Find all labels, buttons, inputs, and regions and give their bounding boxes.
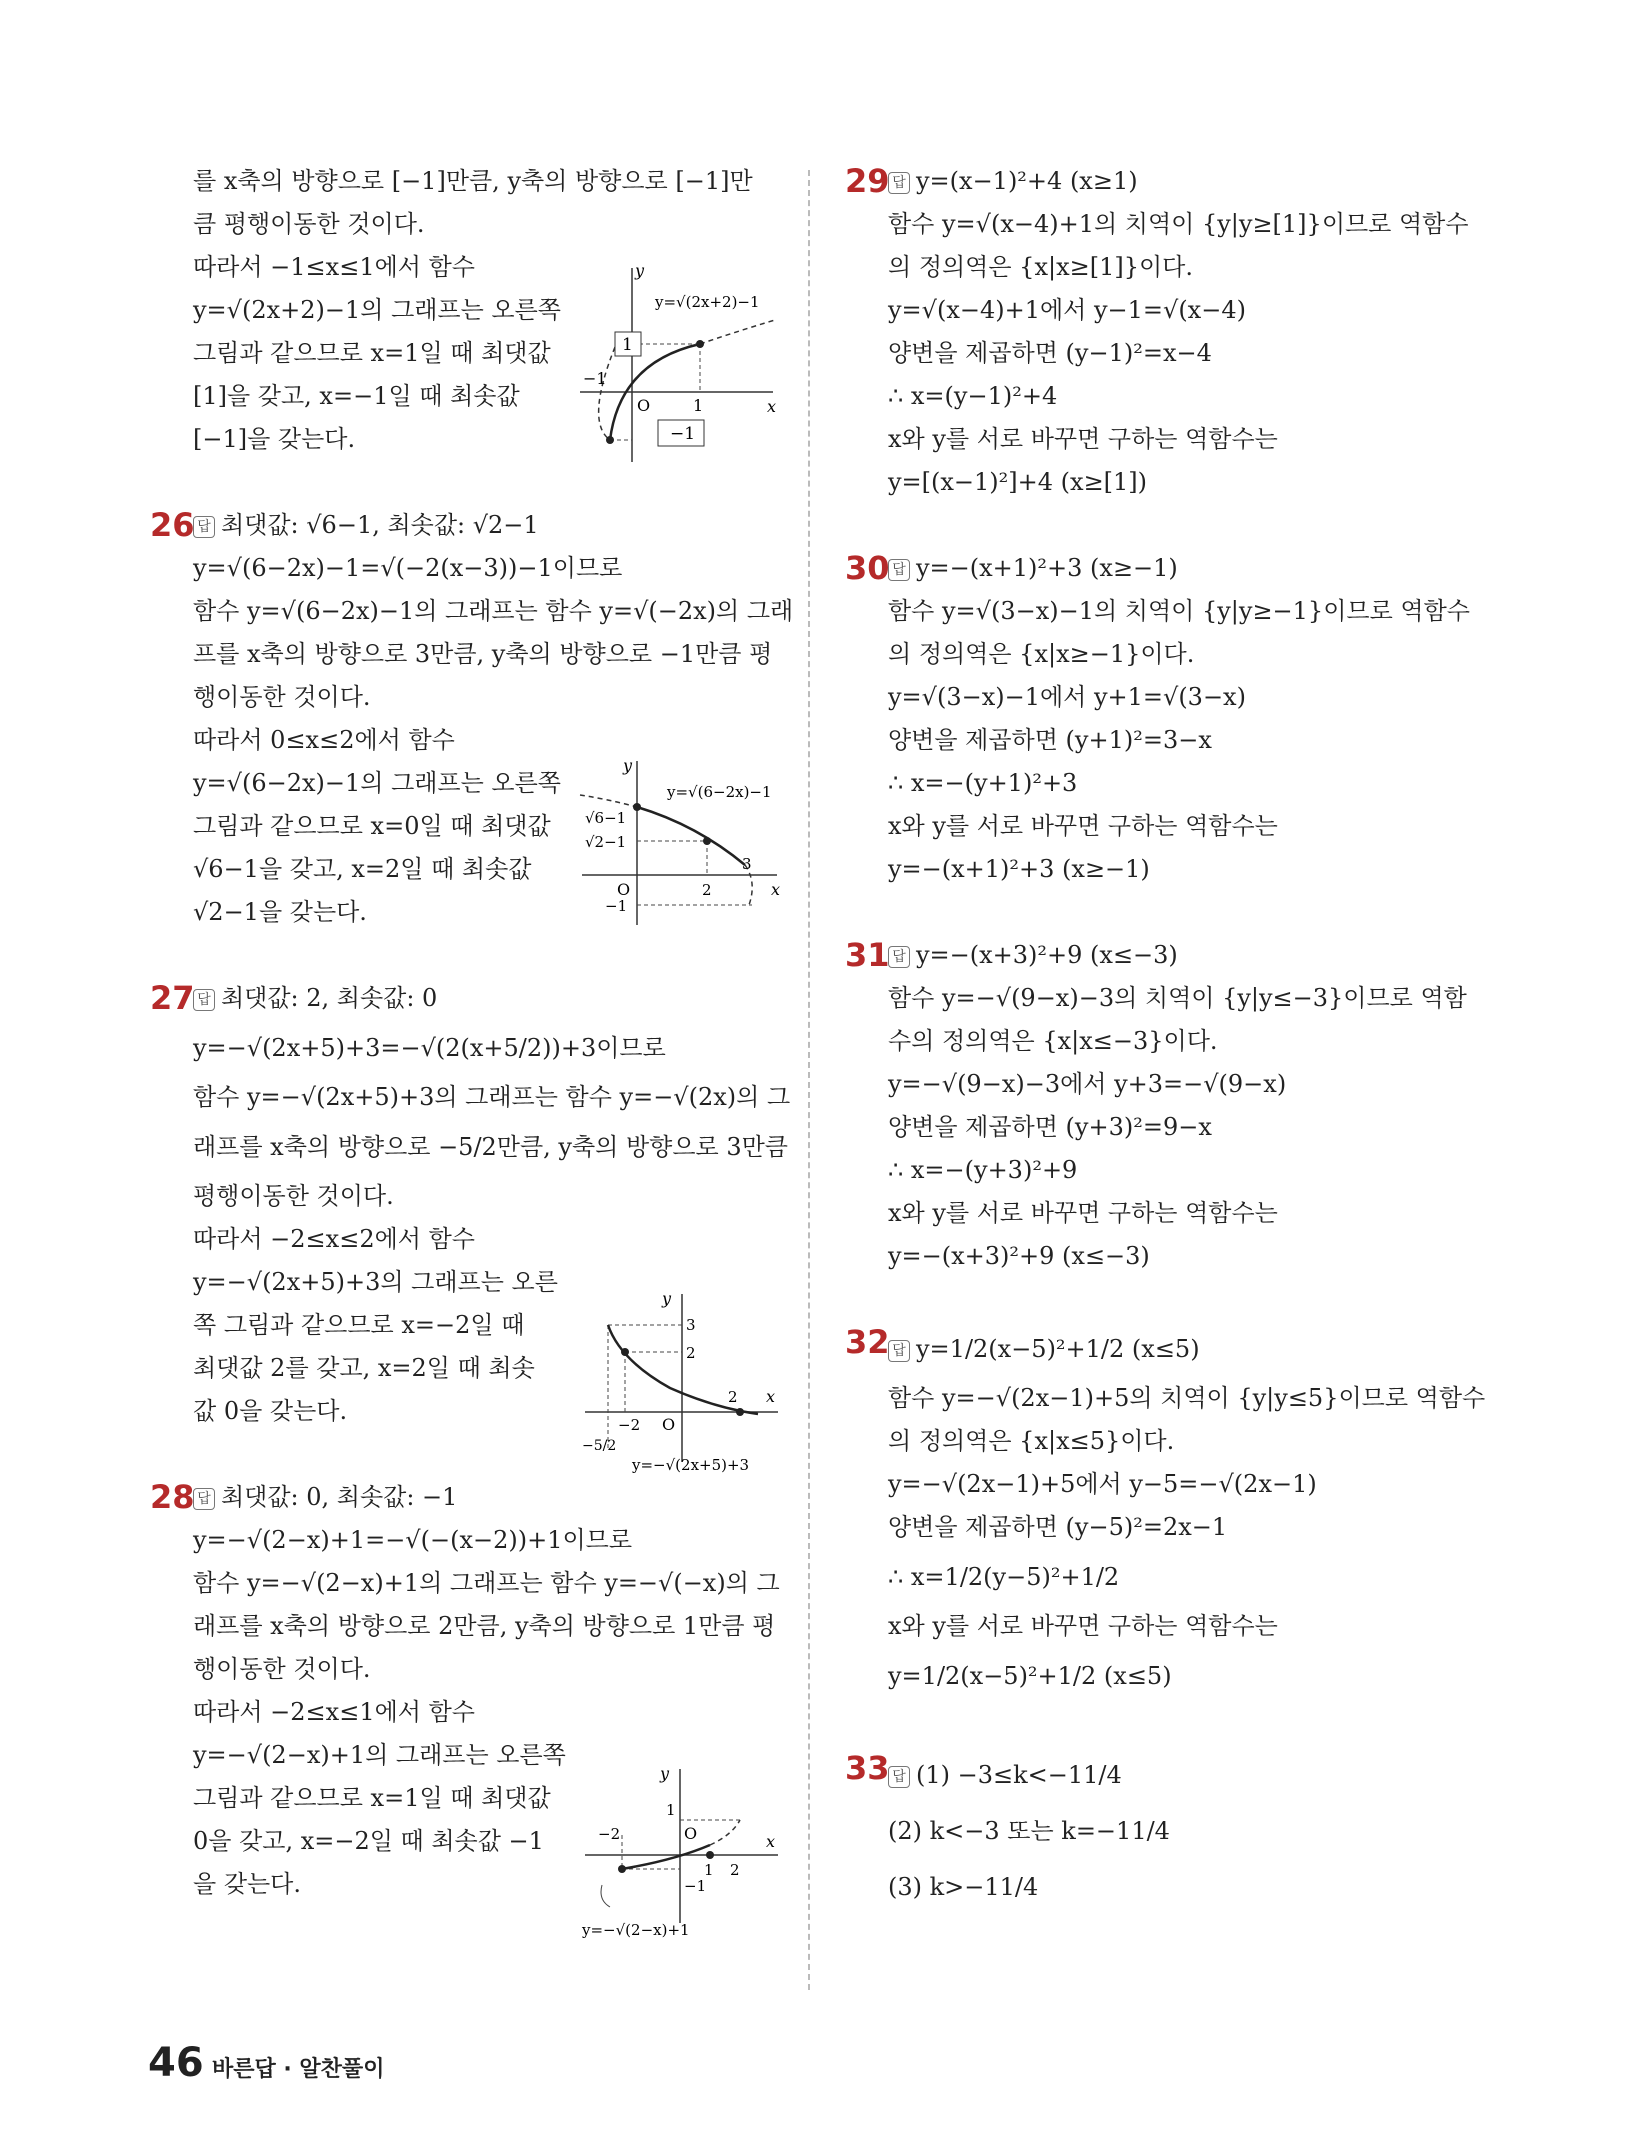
- problem-number: 31: [845, 936, 890, 974]
- body-text: 따라서 −2≤x≤2에서 함수: [193, 1225, 475, 1253]
- text-line: [150, 1476, 780, 1519]
- text-line: [845, 1020, 1485, 1063]
- text-line: [845, 977, 1485, 1020]
- body-text: y=−√(2−x)+1의 그래프는 오른쪽: [193, 1741, 566, 1769]
- text-line: [845, 1420, 1485, 1463]
- answer-badge: 답: [888, 946, 910, 968]
- svg-text:1: 1: [704, 1861, 714, 1879]
- body-text: 함수 y=√(6−2x)−1의 그래프는 함수 y=√(−2x)의 그래: [193, 597, 794, 625]
- svg-text:y: y: [662, 1290, 672, 1308]
- text-line: [845, 1106, 1485, 1149]
- svg-text:−1: −1: [670, 424, 696, 444]
- body-text: (3) k>−11/4: [888, 1873, 1039, 1901]
- body-text: y=−√(2x+5)+3의 그래프는 오른: [193, 1268, 558, 1296]
- svg-text:3: 3: [742, 855, 752, 873]
- text-line: [845, 1321, 1485, 1377]
- body-text: y=−√(2x+5)+3=−√(2(x+5/2))+3이므로: [193, 1034, 666, 1062]
- answer-badge: 답: [888, 1766, 910, 1788]
- answer-badge: 답: [193, 516, 215, 538]
- body-text: y=−√(2x−1)+5에서 y−5=−√(2x−1): [888, 1470, 1317, 1498]
- svg-text:O: O: [684, 1824, 698, 1843]
- answer-badge: 답: [888, 559, 910, 581]
- svg-text:O: O: [617, 880, 631, 899]
- svg-text:y=√(6−2x)−1: y=√(6−2x)−1: [667, 783, 772, 801]
- body-text: √6−1을 갖고, x=2일 때 최솟값: [193, 855, 532, 883]
- svg-text:2: 2: [686, 1344, 696, 1362]
- body-text: y=1/2(x−5)²+1/2 (x≤5): [888, 1662, 1172, 1690]
- body-text: ∴ x=−(y+1)²+3: [888, 769, 1078, 797]
- problem-number: 32: [845, 1323, 890, 1361]
- svg-text:y=√(2x+2)−1: y=√(2x+2)−1: [655, 293, 760, 311]
- answer-badge: 답: [888, 172, 910, 194]
- text-line: [845, 1549, 1485, 1605]
- body-text: 따라서 −2≤x≤1에서 함수: [193, 1698, 475, 1726]
- body-text: 래프를 x축의 방향으로 −5/2만큼, y축의 방향으로 3만큼: [193, 1133, 788, 1161]
- svg-text:−5/2: −5/2: [582, 1438, 617, 1454]
- text-line: [150, 160, 780, 203]
- text-line: [150, 934, 780, 977]
- text-line: [150, 1218, 780, 1261]
- body-text: y=−√(2−x)+1=−√(−(x−2))+1이므로: [193, 1526, 633, 1554]
- body-text: x와 y를 서로 바꾸면 구하는 역함수는: [888, 812, 1278, 840]
- body-text: 를 x축의 방향으로 [−1]만큼, y축의 방향으로 [−1]만: [193, 167, 753, 195]
- svg-text:2: 2: [728, 1388, 738, 1406]
- body-text: y=√(6−2x)−1=√(−2(x−3))−1이므로: [193, 554, 623, 582]
- graph-26: [577, 757, 787, 927]
- text-line: [845, 1192, 1485, 1235]
- svg-text:−2: −2: [598, 1825, 621, 1843]
- svg-text:y: y: [660, 1765, 670, 1783]
- body-text: 양변을 제곱하면 (y−5)²=2x−1: [888, 1513, 1228, 1541]
- text-line: [845, 246, 1485, 289]
- text-line: [150, 1519, 780, 1562]
- text-line: [845, 590, 1485, 633]
- text-line: [845, 934, 1485, 977]
- text-line: [845, 1859, 1485, 1915]
- text-line: [150, 1691, 780, 1734]
- text-line: [845, 1747, 1485, 1803]
- text-line: [845, 1377, 1485, 1420]
- svg-text:2: 2: [730, 1861, 740, 1879]
- problem-number: 33: [845, 1749, 890, 1787]
- text-line: [845, 719, 1485, 762]
- problem-number: 28: [150, 1478, 195, 1516]
- body-text: (2) k<−3 또는 k=−11/4: [888, 1817, 1170, 1845]
- body-text: 최댓값 2를 갖고, x=2일 때 최솟: [193, 1354, 535, 1382]
- text-line: [845, 1704, 1485, 1747]
- text-line: [845, 1063, 1485, 1106]
- body-text: 양변을 제곱하면 (y+1)²=3−x: [888, 726, 1212, 754]
- svg-text:3: 3: [686, 1316, 696, 1334]
- svg-text:−1: −1: [583, 369, 607, 388]
- page-number: 46: [148, 2040, 204, 2086]
- svg-text:1: 1: [622, 335, 633, 355]
- body-text: 함수 y=−√(9−x)−3의 치역이 {y|y≤−3}이므로 역함: [888, 984, 1467, 1012]
- text-line: [845, 375, 1485, 418]
- svg-text:√2−1: √2−1: [585, 833, 627, 851]
- problem-number: 26: [150, 506, 195, 544]
- body-text: y=[(x−1)²]+4 (x≥[1]): [888, 468, 1148, 496]
- text-line: [845, 805, 1485, 848]
- body-text: 0을 갖고, x=−2일 때 최솟값 −1: [193, 1827, 544, 1855]
- svg-text:−1: −1: [684, 1877, 707, 1895]
- body-text: y=√(x−4)+1에서 y−1=√(x−4): [888, 296, 1246, 324]
- svg-text:y: y: [635, 262, 645, 280]
- text-line: [845, 1235, 1485, 1278]
- body-text: 함수 y=√(x−4)+1의 치역이 {y|y≥[1]}이므로 역함수: [888, 210, 1469, 238]
- text-line: [845, 762, 1485, 805]
- curve: [637, 807, 745, 865]
- text-line: [845, 633, 1485, 676]
- text-line: [150, 1119, 788, 1175]
- body-text: 큼 평행이동한 것이다.: [193, 210, 425, 238]
- svg-text:O: O: [662, 1415, 676, 1434]
- answer-text: (1) −3≤k<−11/4: [916, 1761, 1122, 1789]
- answer-text: 최댓값: √6−1, 최솟값: √2−1: [221, 511, 539, 539]
- svg-text:1: 1: [666, 1801, 676, 1819]
- body-text: x와 y를 서로 바꾸면 구하는 역함수는: [888, 425, 1278, 453]
- right-column: [845, 160, 1485, 1915]
- graph-25: [575, 262, 785, 467]
- body-text: 래프를 x축의 방향으로 2만큼, y축의 방향으로 1만큼 평: [193, 1612, 776, 1640]
- svg-text:y: y: [623, 757, 633, 775]
- text-line: [150, 547, 780, 590]
- problem-number: 27: [150, 979, 195, 1017]
- text-line: [845, 289, 1485, 332]
- answer-text: y=−(x+1)²+3 (x≥−1): [916, 554, 1178, 582]
- svg-text:x: x: [766, 1387, 776, 1406]
- text-line: [845, 547, 1485, 590]
- body-text: y=−√(9−x)−3에서 y+3=−√(9−x): [888, 1070, 1287, 1098]
- svg-text:O: O: [637, 396, 651, 415]
- text-line: [150, 461, 780, 504]
- answer-badge: 답: [193, 989, 215, 1011]
- body-text: 그림과 같으므로 x=1일 때 최댓값: [193, 1784, 551, 1812]
- body-text: 의 정의역은 {x|x≥[1]}이다.: [888, 253, 1193, 281]
- svg-text:√6−1: √6−1: [585, 809, 627, 827]
- body-text: 그림과 같으므로 x=0일 때 최댓값: [193, 812, 551, 840]
- footer-title: 바른답 · 알찬풀이: [212, 2057, 385, 2082]
- text-line: [845, 160, 1485, 203]
- text-line: [150, 1562, 780, 1605]
- problem-number: 30: [845, 549, 890, 587]
- svg-text:y=−√(2x+5)+3: y=−√(2x+5)+3: [632, 1456, 750, 1474]
- svg-text:−1: −1: [605, 897, 628, 915]
- body-text: √2−1을 갖는다.: [193, 898, 367, 926]
- text-line: [845, 1278, 1485, 1321]
- text-line: [845, 1648, 1485, 1704]
- graph-27: [580, 1290, 790, 1480]
- body-text: y=−(x+3)²+9 (x≤−3): [888, 1242, 1150, 1270]
- text-line: [150, 1076, 791, 1119]
- text-line: [845, 1463, 1485, 1506]
- text-line: [150, 590, 794, 633]
- column-divider: [808, 170, 810, 1990]
- body-text: 양변을 제곱하면 (y−1)²=x−4: [888, 339, 1212, 367]
- body-text: ∴ x=−(y+3)²+9: [888, 1156, 1078, 1184]
- svg-text:1: 1: [693, 396, 704, 415]
- svg-text:y=−√(2−x)+1: y=−√(2−x)+1: [582, 1921, 690, 1939]
- body-text: y=−(x+1)²+3 (x≥−1): [888, 855, 1150, 883]
- body-text: 따라서 −1≤x≤1에서 함수: [193, 253, 475, 281]
- curve: [622, 1845, 710, 1869]
- answer-text: y=(x−1)²+4 (x≥1): [916, 167, 1138, 195]
- body-text: 그림과 같으므로 x=1일 때 최댓값: [193, 339, 551, 367]
- graph-28: [580, 1765, 790, 1945]
- text-line: [845, 676, 1485, 719]
- answer-text: y=−(x+3)²+9 (x≤−3): [916, 941, 1178, 969]
- body-text: 을 갖는다.: [193, 1870, 301, 1898]
- svg-text:x: x: [771, 880, 781, 899]
- text-line: [845, 332, 1485, 375]
- text-line: [845, 891, 1485, 934]
- text-line: [150, 203, 780, 246]
- answer-text: y=1/2(x−5)²+1/2 (x≤5): [916, 1335, 1200, 1363]
- body-text: 함수 y=−√(2x−1)+5의 치역이 {y|y≤5}이므로 역함수: [888, 1384, 1486, 1412]
- svg-text:x: x: [766, 1832, 776, 1851]
- body-text: 함수 y=√(3−x)−1의 치역이 {y|y≥−1}이므로 역함수: [888, 597, 1470, 625]
- svg-text:−2: −2: [618, 1416, 641, 1434]
- body-text: 수의 정의역은 {x|x≤−3}이다.: [888, 1027, 1218, 1055]
- body-text: x와 y를 서로 바꾸면 구하는 역함수는: [888, 1612, 1278, 1640]
- body-text: 값 0을 갖는다.: [193, 1397, 348, 1425]
- body-text: 평행이동한 것이다.: [193, 1182, 394, 1210]
- text-line: [150, 977, 780, 1020]
- text-line: [845, 1506, 1485, 1549]
- text-line: [845, 461, 1485, 504]
- text-line: [845, 203, 1485, 246]
- body-text: x와 y를 서로 바꾸면 구하는 역함수는: [888, 1199, 1278, 1227]
- body-text: 쪽 그림과 같으므로 x=−2일 때: [193, 1311, 525, 1339]
- body-text: 따라서 0≤x≤2에서 함수: [193, 726, 455, 754]
- text-line: [845, 504, 1485, 547]
- text-line: [150, 1648, 780, 1691]
- body-text: 행이동한 것이다.: [193, 1655, 371, 1683]
- svg-text:2: 2: [702, 881, 712, 899]
- body-text: y=√(2x+2)−1의 그래프는 오른쪽: [193, 296, 561, 324]
- body-text: y=√(6−2x)−1의 그래프는 오른쪽: [193, 769, 561, 797]
- body-text: 함수 y=−√(2x+5)+3의 그래프는 함수 y=−√(2x)의 그: [193, 1083, 791, 1111]
- body-text: 의 정의역은 {x|x≤5}이다.: [888, 1427, 1175, 1455]
- text-line: [845, 1149, 1485, 1192]
- text-line: [845, 1605, 1485, 1648]
- answer-badge: 답: [193, 1488, 215, 1510]
- answer-text: 최댓값: 0, 최솟값: −1: [221, 1483, 458, 1511]
- body-text: 양변을 제곱하면 (y+3)²=9−x: [888, 1113, 1212, 1141]
- body-text: 함수 y=−√(2−x)+1의 그래프는 함수 y=−√(−x)의 그: [193, 1569, 780, 1597]
- text-line: [150, 633, 780, 676]
- text-line: [845, 848, 1485, 891]
- body-text: [−1]을 갖는다.: [193, 425, 356, 453]
- body-text: [1]을 갖고, x=−1일 때 최솟값: [193, 382, 520, 410]
- text-line: [150, 1020, 780, 1076]
- svg-text:x: x: [767, 397, 777, 416]
- body-text: ∴ x=(y−1)²+4: [888, 382, 1058, 410]
- body-text: 프를 x축의 방향으로 3만큼, y축의 방향으로 −1만큼 평: [193, 640, 773, 668]
- answer-badge: 답: [888, 1340, 910, 1362]
- body-text: ∴ x=1/2(y−5)²+1/2: [888, 1563, 1120, 1591]
- text-line: [150, 1175, 780, 1218]
- text-line: [845, 1803, 1485, 1859]
- body-text: 행이동한 것이다.: [193, 683, 371, 711]
- text-line: [150, 504, 780, 547]
- text-line: [150, 1605, 780, 1648]
- problem-number: 29: [845, 162, 890, 200]
- text-line: [150, 676, 780, 719]
- body-text: y=√(3−x)−1에서 y+1=√(3−x): [888, 683, 1246, 711]
- body-text: 의 정의역은 {x|x≥−1}이다.: [888, 640, 1195, 668]
- text-line: [845, 418, 1485, 461]
- answer-text: 최댓값: 2, 최솟값: 0: [221, 984, 438, 1012]
- text-line: [150, 719, 780, 762]
